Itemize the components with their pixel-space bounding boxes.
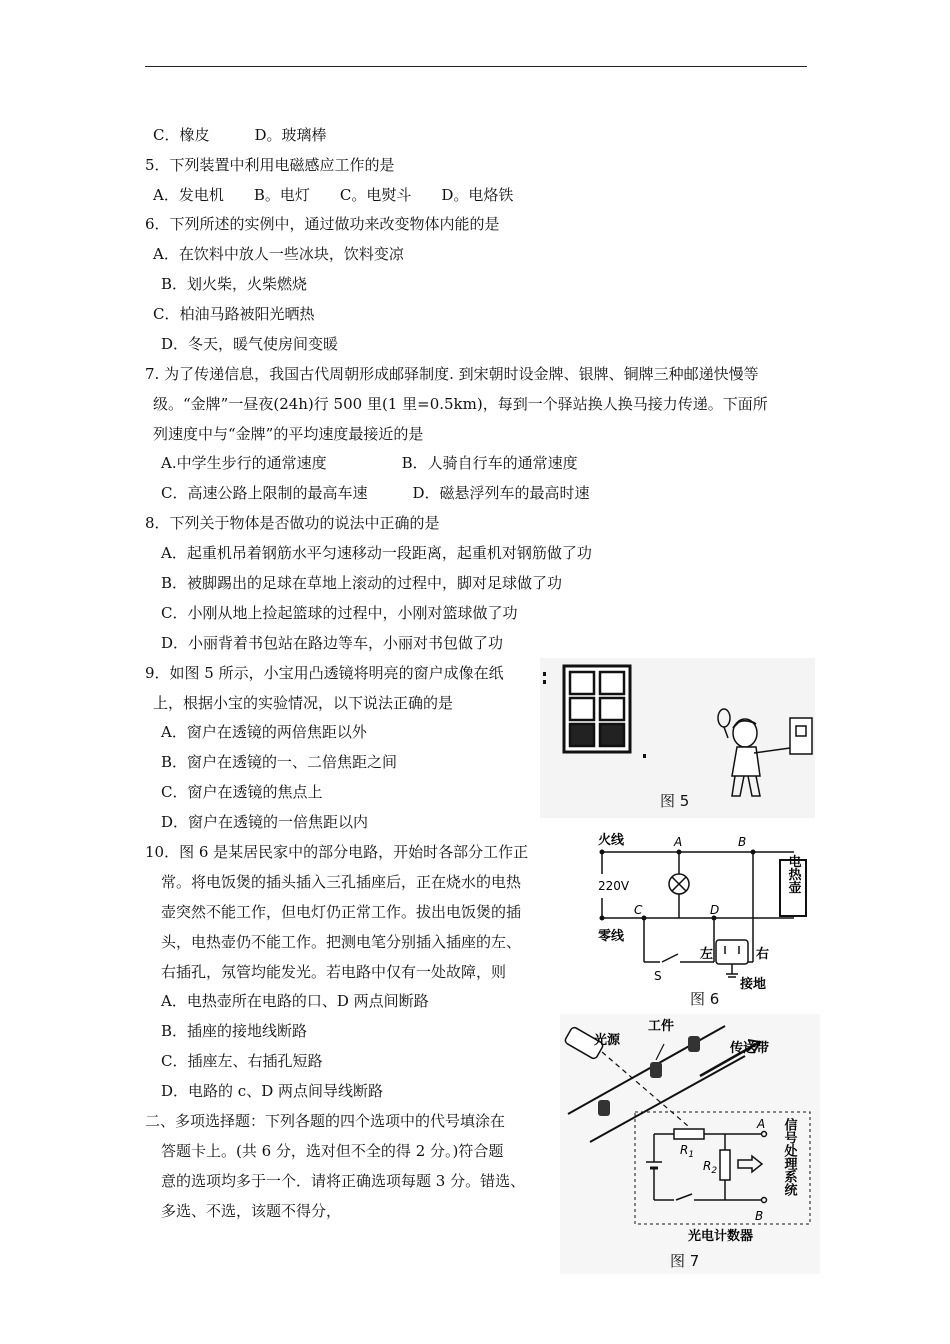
window-pane [600, 672, 624, 694]
q9-option-d: D．窗户在透镜的一倍焦距以内 [161, 813, 369, 831]
q9-stem-1: 9．如图 5 所示，小宝用凸透镜将明亮的窗户成像在纸 [145, 664, 504, 682]
right-hole-label: 右 [756, 947, 770, 962]
r1-letter: R [680, 1143, 689, 1157]
r2-subscript: 2 [711, 1166, 718, 1176]
terminal-a-label: A [757, 1117, 766, 1131]
window-pane-dark [600, 724, 624, 746]
q9-stem-2: 上，根据小宝的实验情况，以下说法正确的是 [153, 694, 454, 712]
q8-option-d: D．小丽背着书包站在路边等车，小丽对书包做了功 [161, 634, 504, 652]
ground-label: 接地 [740, 977, 767, 992]
q9-option-c: C．窗户在透镜的焦点上 [161, 783, 323, 801]
socket-icon [716, 940, 748, 964]
figure-6-caption: 图 6 [690, 990, 720, 1008]
point-c-label: C [634, 903, 643, 917]
q9-option-a: A．窗户在透镜的两倍焦距以外 [161, 723, 367, 741]
section2-heading-2: 答题卡上。(共 6 分，选对但不全的得 2 分。)符合题 [161, 1142, 504, 1160]
q4-options-cd: C．橡皮 D。玻璃棒 [153, 126, 327, 144]
signal-processor-label: 信号处理系统 [781, 1118, 797, 1196]
q5-options: A．发电机 B。电灯 C。电熨斗 D。电烙铁 [153, 186, 514, 204]
r1-subscript: 1 [688, 1150, 695, 1160]
q10-option-c: C．插座左、右插孔短路 [161, 1052, 323, 1070]
voltage-label: 220V [598, 879, 630, 893]
point-b-label: B [738, 835, 747, 849]
window-pane [570, 672, 594, 694]
q7-options-ab: A.中学生步行的通常速度 B．人骑自行车的通常速度 [161, 454, 578, 472]
q6-stem: 6．下列所述的实例中，通过做功来改变物体内能的是 [145, 215, 500, 233]
mark [643, 754, 646, 758]
q10-stem-5: 右插孔，氖管均能发光。若电路中仅有一处故障，则 [161, 963, 507, 981]
resistor-r1 [674, 1129, 704, 1139]
q8-option-a: A．起重机吊着钢筋水平匀速移动一段距离，起重机对钢筋做了功 [161, 544, 592, 562]
photoelectric-counter-label: 光电计数器 [688, 1229, 754, 1244]
section2-heading-4: 多选、不选，该题不得分， [161, 1202, 342, 1220]
workpiece [650, 1062, 662, 1078]
live-wire-label: 火线 [598, 833, 625, 848]
figure-5-caption: 图 5 [660, 792, 690, 810]
figure-7 [560, 1014, 820, 1274]
figure-7-caption: 图 7 [670, 1252, 700, 1270]
q10-option-b: B．插座的接地线断路 [161, 1022, 308, 1040]
section2-heading-3: 意的选项均多于一个．请将正确选项每题 3 分。错选、 [161, 1172, 526, 1190]
figure-6-circuit [588, 822, 810, 1012]
q7-stem-3: 列速度中与“金牌”的平均速度最接近的是 [153, 425, 424, 443]
window-pane [570, 698, 594, 720]
q7-options-cd: C．高速公路上限制的最高车速 D．磁悬浮列车的最高时速 [161, 484, 590, 502]
workpiece [598, 1100, 610, 1116]
window-pane-dark [570, 724, 594, 746]
workpiece-label: 工件 [648, 1019, 675, 1034]
light-source-label: 光源 [594, 1033, 621, 1048]
r2-letter: R [703, 1159, 712, 1173]
terminal-b [762, 1198, 767, 1203]
q8-option-c: C．小刚从地上捡起篮球的过程中，小刚对篮球做了功 [161, 604, 518, 622]
terminal-a [762, 1132, 767, 1137]
q6-option-a: A．在饮料中放人一些冰块，饮料变凉 [153, 245, 404, 263]
section2-heading-1: 二、多项选择题：下列各题的四个选项中的代号填涂在 [145, 1112, 506, 1130]
q10-option-a: A．电热壶所在电路的口、D 两点间断路 [161, 992, 429, 1010]
header-rule [145, 66, 807, 67]
figure-5 [540, 658, 815, 818]
switch-label: S [654, 969, 662, 983]
node-a [677, 850, 682, 855]
q7-stem-1: 7. 为了传递信息，我国古代周朝形成邮驿制度. 到宋朝时设金牌、银牌、铜牌三种邮递快慢等 [145, 365, 759, 383]
q10-stem-1: 10．图 6 是某居民家中的部分电路，开始时各部分工作正 [145, 843, 529, 861]
resistor-r2 [720, 1150, 730, 1180]
q8-option-b: B．被脚踢出的足球在草地上滚动的过程中，脚对足球做了功 [161, 574, 563, 592]
q10-stem-4: 头，电热壶仍不能工作。把测电笔分别插入插座的左、 [161, 933, 522, 951]
window-pane [600, 698, 624, 720]
q7-stem-2: 级。“金牌”一昼夜(24h)行 500 里(1 里=0.5km)，每到一个驿站换人换马接力传递。下面所 [153, 395, 768, 413]
torso [732, 747, 760, 776]
mark [543, 672, 546, 676]
point-a-label: A [674, 835, 683, 849]
q5-stem: 5．下列装置中利用电磁感应工作的是 [145, 156, 395, 174]
point-d-label: D [710, 903, 720, 917]
terminal-b-label: B [755, 1209, 764, 1223]
figure-6 [588, 822, 810, 1012]
q10-option-d: D．电路的 c、D 两点间导线断路 [161, 1082, 383, 1100]
node-b [751, 850, 756, 855]
q9-option-b: B．窗户在透镜的一、二倍焦距之间 [161, 753, 398, 771]
workpiece [688, 1036, 700, 1052]
q10-stem-2: 常。将电饭煲的插头插入三孔插座后，正在烧水的电热 [161, 873, 522, 891]
q6-option-c: C．柏油马路被阳光晒热 [153, 305, 315, 323]
left-hole-label: 左 [700, 947, 714, 962]
mark [543, 680, 546, 684]
q10-stem-3: 壶突然不能工作，但电灯仍正常工作。拔出电饭煲的插 [161, 903, 522, 921]
conveyor-label: 传送带 [730, 1041, 770, 1056]
node [600, 850, 605, 855]
q8-stem: 8．下列关于物体是否做功的说法中正确的是 [145, 514, 440, 532]
node [600, 916, 605, 921]
figure-7-drawing [560, 1014, 820, 1274]
neutral-wire-label: 零线 [598, 929, 625, 944]
q6-option-d: D．冬天，暖气使房间变暖 [161, 335, 339, 353]
q6-option-b: B．划火柴，火柴燃烧 [161, 275, 308, 293]
switch-blade [662, 954, 678, 962]
kettle-label: 电热壶 [785, 854, 801, 894]
